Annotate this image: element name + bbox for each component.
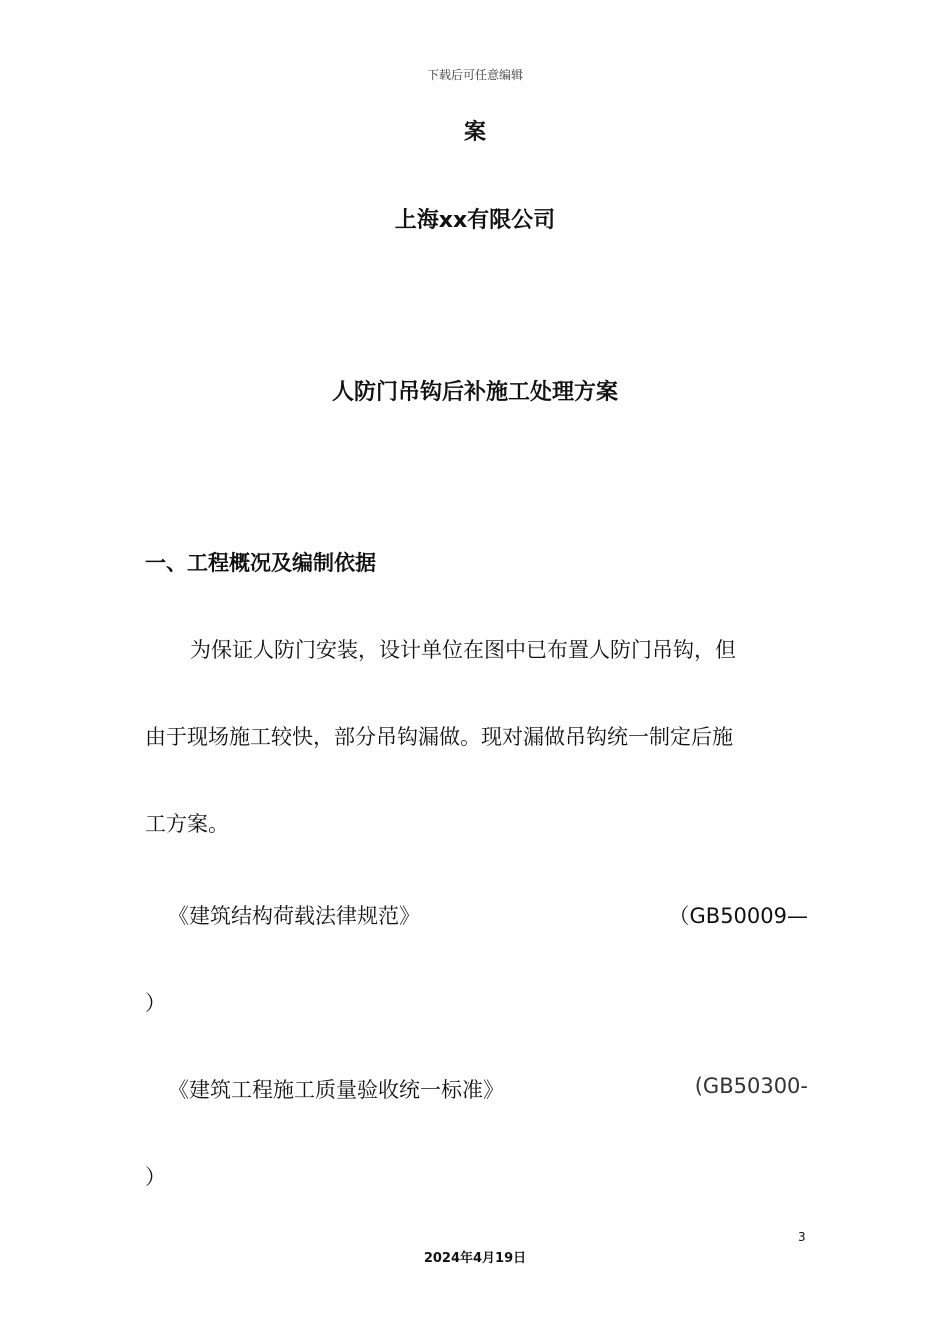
document-title-fragment: 案 bbox=[463, 120, 486, 145]
main-title: 人防门吊钩后补施工处理方案 bbox=[331, 380, 618, 405]
reference-code: （GB50009— bbox=[668, 904, 808, 928]
reference-name: 《建筑结构荷载法律规范》 bbox=[168, 904, 420, 928]
reference-close: ） bbox=[145, 991, 166, 1015]
reference-close: ） bbox=[145, 1165, 166, 1189]
reference-code: (GB50300- bbox=[694, 1074, 808, 1098]
paragraph-line: 工方案。 bbox=[145, 812, 229, 836]
paragraph-line: 为保证人防门安装，设计单位在图中已布置人防门吊钩，但 bbox=[190, 638, 736, 662]
section-heading: 一、工程概况及编制依据 bbox=[145, 551, 376, 575]
header-note: 下载后可任意编辑 bbox=[426, 68, 523, 82]
paragraph-line: 由于现场施工较快，部分吊钩漏做。现对漏做吊钩统一制定后施 bbox=[145, 725, 733, 749]
company-name: 上海xx有限公司 bbox=[394, 208, 556, 233]
page-number: 3 bbox=[798, 1230, 806, 1244]
footer-date: 2024年4月19日 bbox=[423, 1251, 527, 1266]
reference-name: 《建筑工程施工质量验收统一标准》 bbox=[168, 1078, 504, 1102]
